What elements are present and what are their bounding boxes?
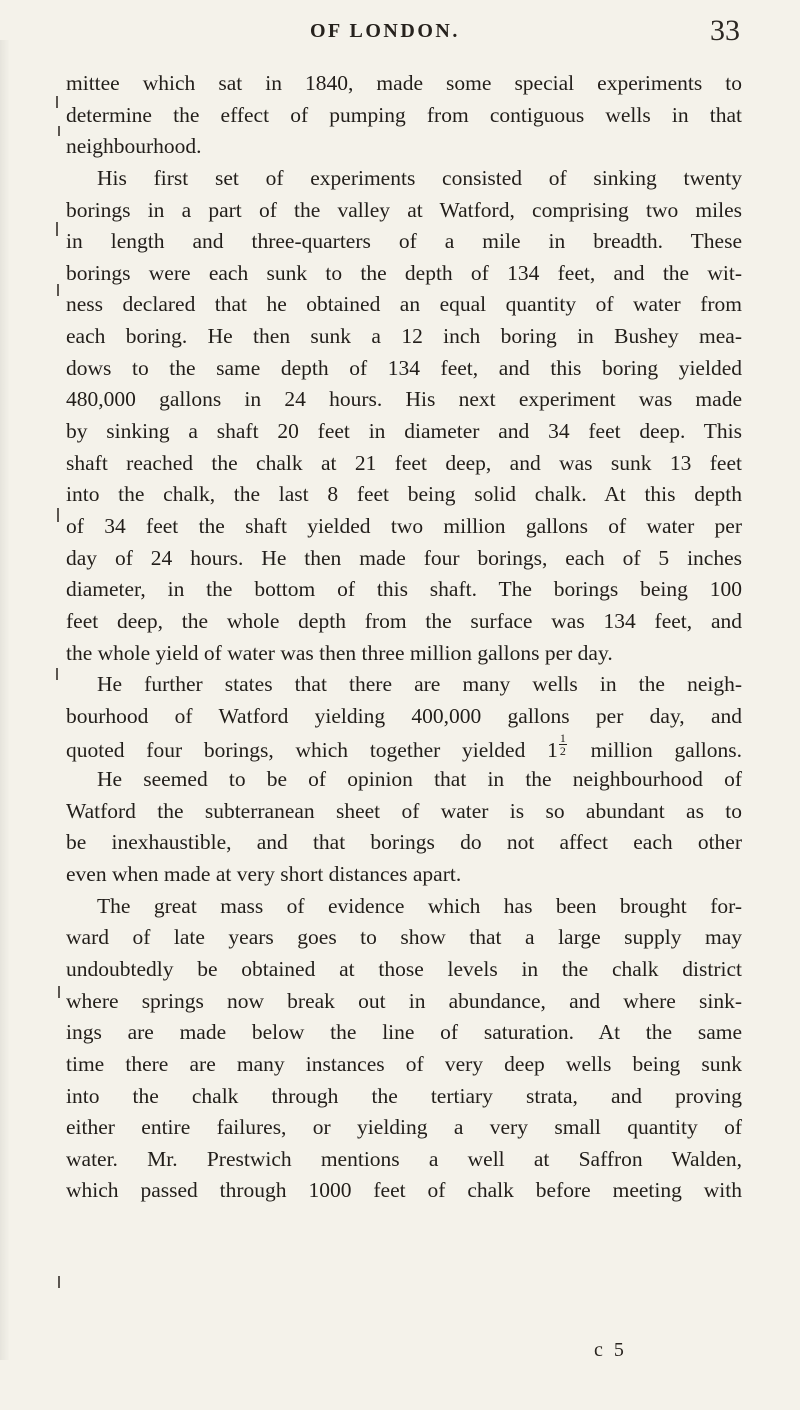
text-line: neighbourhood. — [66, 134, 202, 159]
signature-mark: c 5 — [594, 1339, 627, 1361]
text-line — [66, 732, 742, 764]
text-line: shaft reached the chalk at 21 feet deep, and was sunk 13 feet — [66, 450, 742, 475]
margin-mark — [56, 668, 58, 680]
text-line: The great mass of evidence which has been brought for- — [97, 893, 742, 918]
text-line: day of 24 hours. He then made four borings, each of 5 inches — [66, 545, 742, 570]
text-line: bourhood of Watford yielding 400,000 gallons per day, and — [66, 703, 742, 728]
margin-mark — [56, 222, 58, 236]
text-line: be inexhaustible, and that borings do not affect each other — [66, 830, 742, 855]
line-text-before-fraction: quoted four borings, which together yielded 1 — [66, 738, 558, 763]
text-line: diameter, in the bottom of this shaft. The borings being 100 — [66, 577, 742, 602]
text-line: Watford the subterranean sheet of water is so abundant as to — [66, 798, 742, 823]
text-line: 480,000 gallons in 24 hours. His next experiment was made — [66, 387, 742, 412]
text-line: either entire failures, or yielding a very small quantity of — [66, 1115, 742, 1140]
text-line: ness declared that he obtained an equal quantity of water from — [66, 292, 742, 317]
margin-mark — [57, 284, 59, 296]
text-line: into the chalk through the tertiary strata, and proving — [66, 1083, 742, 1108]
text-line: time there are many instances of very deep wells being sunk — [66, 1051, 742, 1076]
text-line: by sinking a shaft 20 feet in diameter and 34 feet deep. This — [66, 419, 742, 444]
margin-mark — [58, 986, 60, 998]
text-line: undoubtedly be obtained at those levels in the chalk district — [66, 956, 742, 981]
fraction-one-half — [559, 732, 567, 757]
text-line: water. Mr. Prestwich mentions a well at Saffron Walden, — [66, 1146, 742, 1171]
text-line: mittee which sat in 1840, made some special experiments to — [66, 71, 742, 95]
text-line: dows to the same depth of 134 feet, and this boring yielded — [66, 355, 742, 380]
text-line: where springs now break out in abundance, and where sink- — [66, 988, 742, 1013]
text-line: borings in a part of the valley at Watford, comprising two miles — [66, 197, 742, 222]
text-line: ward of late years goes to show that a large supply may — [66, 925, 742, 950]
text-line: ings are made below the line of saturation. At the same — [66, 1020, 742, 1045]
text-line: the whole yield of water was then three million gallons per day. — [66, 640, 613, 665]
text-line: He further states that there are many wells in the neigh- — [97, 672, 742, 697]
running-head — [0, 14, 800, 52]
text-line: His first set of experiments consisted of sinking twenty — [97, 165, 742, 190]
running-title: OF LONDON. — [310, 20, 460, 42]
text-line: determine the effect of pumping from contiguous wells in that — [66, 102, 742, 127]
text-line: into the chalk, the last 8 feet being solid chalk. At this depth — [66, 482, 742, 507]
text-line: borings were each sunk to the depth of 134 feet, and the wit- — [66, 260, 742, 285]
text-line: which passed through 1000 feet of chalk before meeting with — [66, 1178, 742, 1203]
margin-mark — [58, 126, 60, 136]
line-text-after-fraction: million gallons. — [568, 738, 742, 763]
margin-mark — [56, 96, 58, 108]
margin-mark — [57, 508, 59, 522]
fraction-denominator: 2 — [559, 744, 566, 759]
body-text — [66, 68, 742, 1207]
text-line: in length and three-quarters of a mile in breadth. These — [66, 229, 742, 254]
text-line: of 34 feet the shaft yielded two million gallons of water per — [66, 513, 742, 538]
gutter-shadow — [0, 40, 10, 1360]
text-line: He seemed to be of opinion that in the neighbourhood of — [97, 767, 742, 792]
fraction-numerator: 1 — [559, 731, 566, 746]
text-line: even when made at very short distances apart. — [66, 862, 462, 887]
margin-mark — [58, 1276, 60, 1288]
text-line: feet deep, the whole depth from the surface was 134 feet, and — [66, 608, 742, 633]
page-number: 33 — [710, 14, 740, 47]
text-line: each boring. He then sunk a 12 inch boring in Bushey mea- — [66, 324, 742, 349]
